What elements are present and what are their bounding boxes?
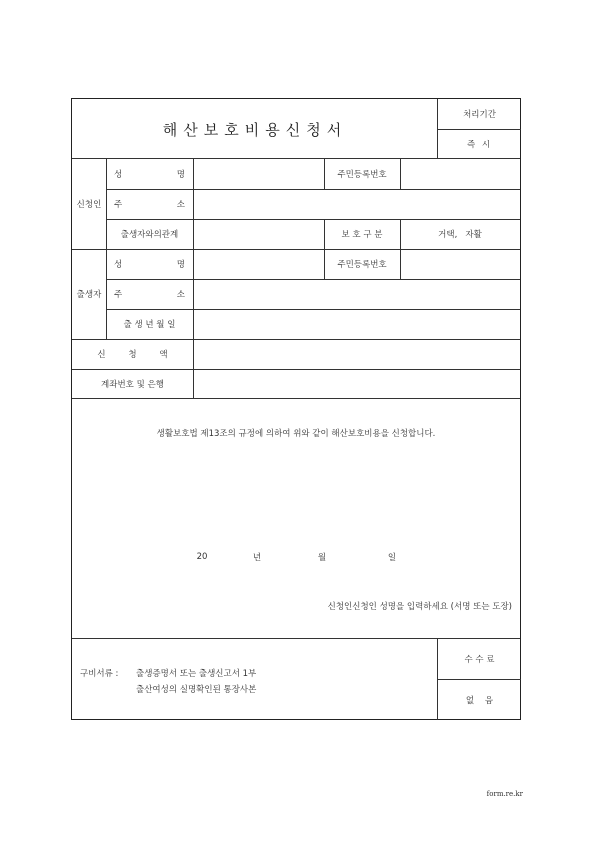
- label-part: 소: [176, 290, 185, 300]
- amount-field[interactable]: [193, 339, 520, 369]
- date-month-field[interactable]: [267, 549, 312, 565]
- date-day-field[interactable]: [332, 549, 382, 565]
- date-day-unit: 일: [387, 553, 397, 563]
- date-year-field[interactable]: [217, 549, 247, 565]
- newborn-address-field[interactable]: [193, 279, 520, 309]
- applicant-name-field[interactable]: [193, 159, 324, 189]
- documents-label: 구비서류 :: [80, 669, 119, 679]
- label-part: 주: [114, 290, 123, 300]
- label-part: 명: [176, 170, 185, 180]
- protection-type-value: 거택, 자활: [438, 230, 482, 240]
- applicant-relation-label: 출생자와의관계: [120, 230, 179, 240]
- applicant-address-field[interactable]: [193, 189, 520, 219]
- label-part: 액: [159, 350, 168, 360]
- applicant-rrn-label: 주민등록번호: [337, 170, 387, 180]
- label-part: 소: [176, 200, 185, 210]
- label-part: 명: [176, 260, 185, 270]
- required-document-1: 출생증명서 또는 출생신고서 1부: [136, 669, 257, 679]
- newborn-rrn-field[interactable]: [400, 249, 520, 279]
- newborn-rrn-label: 주민등록번호: [337, 260, 387, 270]
- divider: [72, 398, 520, 399]
- applicant-relation-field[interactable]: [193, 219, 324, 249]
- applicant-group-label: 신청인: [76, 200, 102, 210]
- date-year-unit: 년: [252, 553, 262, 563]
- newborn-address-label: [106, 279, 193, 309]
- processing-period-value: 즉 시: [466, 140, 493, 150]
- fee-label: 수 수 료: [464, 654, 495, 665]
- label-part: 성: [114, 260, 123, 270]
- processing-period-label: 처리기간: [463, 110, 496, 120]
- applicant-name-label: [106, 159, 193, 189]
- application-form: [71, 98, 521, 720]
- newborn-birthdate-field[interactable]: [193, 309, 520, 339]
- label-part: 신: [97, 350, 106, 360]
- form-title: 해산보호비용신청서: [162, 120, 348, 139]
- applicant-address-label: [106, 189, 193, 219]
- date-year: 20: [196, 552, 208, 562]
- newborn-name-label: [106, 249, 193, 279]
- label-part: 청: [128, 350, 137, 360]
- account-field[interactable]: [193, 369, 520, 399]
- account-label: 계좌번호 및 은행: [101, 380, 164, 390]
- newborn-group-label: 출생자: [76, 290, 102, 300]
- date-month-unit: 월: [317, 553, 327, 563]
- label-part: 성: [114, 170, 123, 180]
- signature-line[interactable]: 신청인신청인 성명을 입력하세요 (서명 또는 도장): [327, 602, 512, 612]
- site-watermark: form.re.kr: [486, 790, 523, 798]
- applicant-rrn-field[interactable]: [400, 159, 520, 189]
- label-part: 주: [114, 200, 123, 210]
- fee-value: 없 음: [465, 695, 494, 706]
- amount-label: [72, 339, 193, 369]
- required-document-2: 출산여성의 실명확인된 통장사본: [136, 685, 257, 695]
- newborn-birthdate-label: 출 생 년 월 일: [123, 320, 176, 330]
- protection-type-label: 보 호 구 분: [341, 230, 383, 240]
- newborn-name-field[interactable]: [193, 249, 324, 279]
- application-statement: 생활보호법 제13조의 규정에 의하여 위와 같이 해산보호비용을 신청합니다.: [156, 429, 436, 439]
